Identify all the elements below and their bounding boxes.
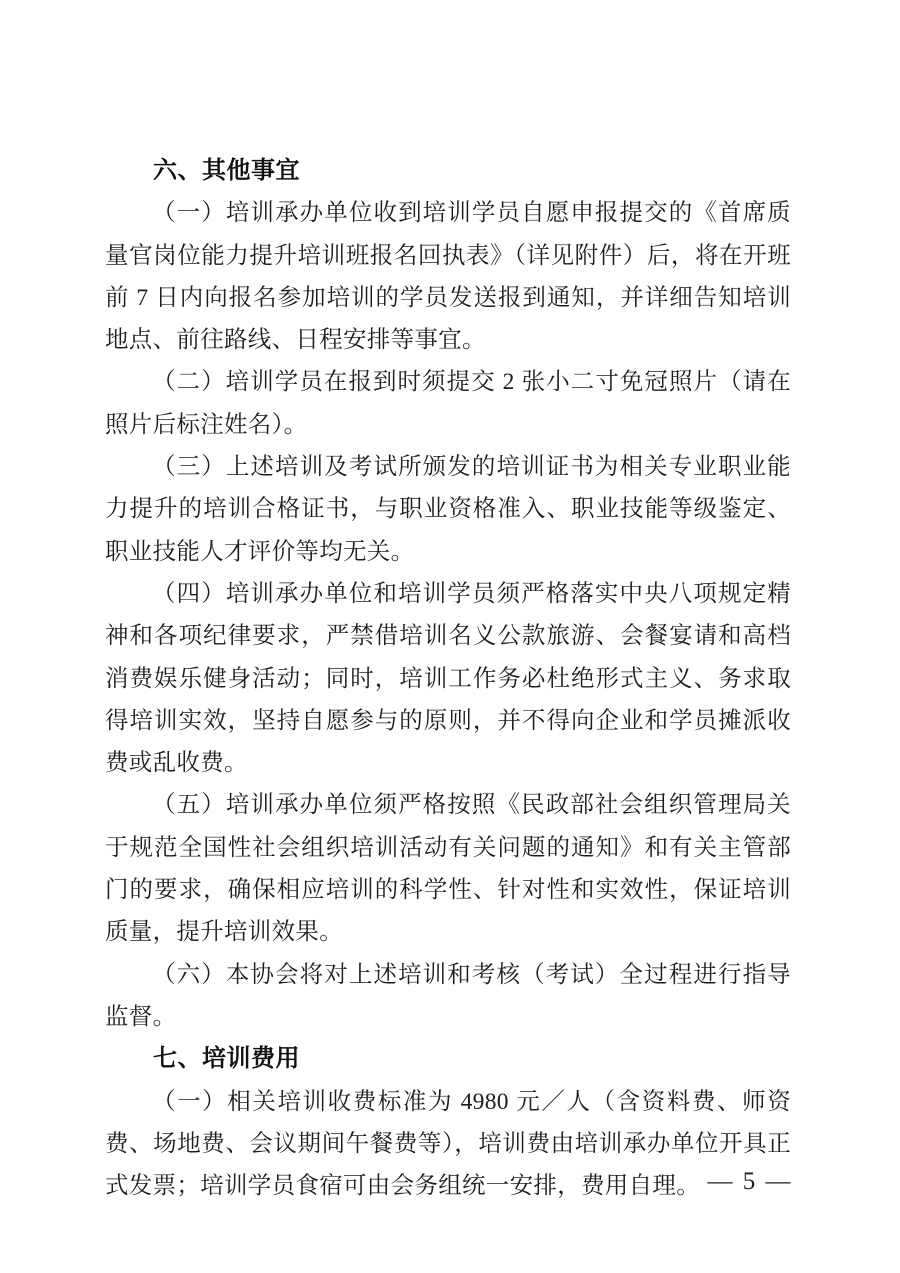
document-content (105, 150, 791, 1207)
paragraph: （一）相关培训收费标准为 4980 元／人（含资料费、师资费、场地费、会议期间午餐费等），培训费由培训承办单位开具正式发票；培训学员食宿可由会务组统一安排，费用自理。 (105, 1088, 791, 1200)
section-heading: 六、其他事宜 (153, 157, 300, 184)
paragraph: （六）本协会将对上述培训和考核（考试）全过程进行指导监督。 (105, 961, 791, 1030)
paragraph: （三）上述培训及考试所颁发的培训证书为相关专业职业能力提升的培训合格证书，与职业资格准入、职业技能等级鉴定、职业技能人才评价等均无关。 (105, 454, 791, 565)
section-heading: 七、培训费用 (153, 1045, 300, 1073)
paragraph: （五）培训承办单位须严格按照《民政部社会组织管理局关于规范全国性社会组织培训活动有关问题的通知》和有关主管部门的要求，确保相应培训的科学性、针对性和实效性，保证培训质量，提升培训效果。 (105, 792, 791, 946)
paragraph: （二）培训学员在报到时须提交 2 张小二寸免冠照片（请在照片后标注姓名）。 (105, 369, 791, 438)
paragraph: （一）培训承办单位收到培训学员自愿申报提交的《首席质量官岗位能力提升培训班报名回执表》（详见附件）后，将在开班前 7 日内向报名参加培训的学员发送报到通知，并详细告知培训地点、前往路线、日程安排等事宜。 (105, 200, 791, 354)
page-footer (690, 1167, 810, 1197)
paragraph: （四）培训承办单位和培训学员须严格落实中央八项规定精神和各项纪律要求，严禁借培训名义公款旅游、会餐宴请和高档消费娱乐健身活动；同时，培训工作务必杜绝形式主义、务求取得培训实效，坚持自愿参与的原则，并不得向企业和学员摊派收费或乱收费。 (105, 580, 791, 777)
page-number: — 5 — (707, 1168, 793, 1195)
